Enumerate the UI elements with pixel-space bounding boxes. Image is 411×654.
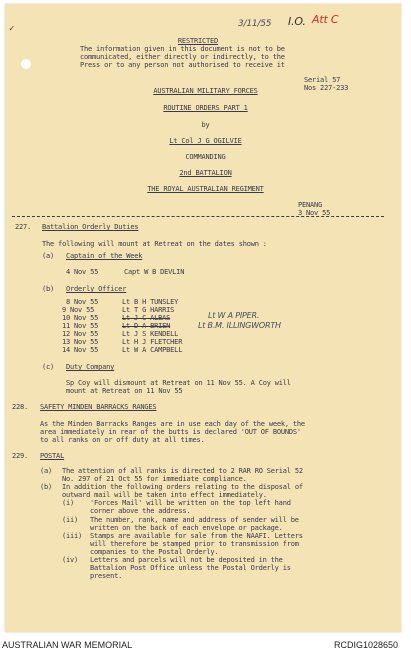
sub-ii-label: (ii)	[62, 516, 79, 524]
commander: Lt Col J G OGILVIE	[169, 137, 242, 145]
handwritten-attachment: Att C	[312, 13, 339, 26]
item-c-title: Duty Company	[66, 363, 115, 371]
item-a-label: (a)	[40, 467, 53, 475]
officer-date: 11 Nov 55	[62, 322, 99, 330]
officer-date: 12 Nov 55	[62, 330, 99, 338]
officer-name-struck: Lt J C ALBAS	[122, 314, 171, 322]
order-numbers: Nos 227-233	[304, 84, 349, 92]
orders-title: ROUTINE ORDERS PART 1	[163, 104, 248, 112]
location: PENANG	[298, 201, 323, 209]
handwritten-date: 3/11/55	[238, 19, 272, 29]
section-227-intro: The following will mount at Retreat on the dates shown :	[42, 240, 267, 248]
section-227-number: 227.	[15, 223, 32, 231]
sub-i-text: 'Forces Mail' will be written on the top left hand	[90, 499, 291, 507]
sub-iii-text: Stamps are available for sale from the NAAFI. Letters	[90, 532, 303, 540]
section-228-title: SAFETY MINDEN BARRACKS RANGES	[40, 403, 157, 411]
captain-date: 4 Nov 55	[66, 268, 99, 276]
section-228-text: to all ranks on or off duty at all times.	[40, 436, 205, 444]
sub-i-text: corner above the address.	[90, 507, 191, 515]
postal-b-text: outward mail will be taken into effect immediately.	[62, 491, 267, 499]
order-date: 3 Nov 55	[298, 209, 331, 217]
handwritten-amendment: Lt W A PIPER.	[208, 311, 260, 320]
officer-name: Lt W A CAMPBELL	[122, 346, 183, 354]
postal-a-text: The attention of all ranks is directed to 2 RAR RO Serial 52	[62, 467, 303, 475]
sub-ii-text: written on the back of each envelope or package.	[90, 524, 283, 532]
officer-date: 14 Nov 55	[62, 346, 99, 354]
sub-iii-text: companies to the Postal Orderly.	[90, 548, 219, 556]
section-228-text: area immediately in rear of the butts is declared 'OUT OF BOUNDS'	[40, 428, 301, 436]
divider	[12, 216, 384, 217]
officer-date: 13 Nov 55	[62, 338, 99, 346]
officer-date: 8 Nov 55	[66, 298, 99, 306]
section-229-number: 229.	[12, 452, 29, 460]
officer-date: 9 Nov 55	[62, 306, 95, 314]
section-228-text: As the Minden Barracks Ranges are in use each day of the week, the	[40, 420, 305, 428]
battalion: 2nd BATTALION	[179, 169, 232, 177]
sub-iii-label: (iii)	[62, 532, 83, 540]
officer-name: Lt J S KENDELL	[122, 330, 179, 338]
sub-ii-text: The number, rank, name and address of sender will be	[90, 516, 299, 524]
punch-hole	[21, 59, 31, 69]
item-b-label: (b)	[40, 483, 53, 491]
classification: RESTRICTED	[177, 37, 219, 45]
section-228-number: 228.	[12, 403, 29, 411]
by-line: by	[201, 121, 210, 129]
postal-a-text: No. 297 of 21 Oct 55 for immediate compliance.	[62, 475, 247, 483]
serial-number: Serial 57	[304, 76, 341, 84]
sub-iv-text: Battalion Post Office unless the Postal Orderly is	[90, 564, 291, 572]
officer-name: Lt H J FLETCHER	[122, 338, 183, 346]
item-a-title: Captain of the Week	[66, 252, 143, 260]
regiment: THE ROYAL AUSTRALIAN REGIMENT	[147, 185, 264, 193]
force-title: AUSTRALIAN MILITARY FORCES	[153, 87, 258, 95]
officer-date: 10 Nov 55	[62, 314, 99, 322]
handwritten-amendment: Lt B.M. ILLINGWORTH	[198, 321, 281, 330]
item-c-label: (c)	[42, 363, 55, 371]
captain-name: Capt W B DEVLIN	[124, 268, 185, 276]
postal-b-text: In addition the following orders relating to the disposal of	[62, 483, 303, 491]
duty-company-text: mount at Retreat on 11 Nov 55	[66, 387, 183, 395]
item-a-label: (a)	[42, 252, 55, 260]
caveat-line-1: The information given in this document is not to be	[80, 45, 285, 53]
item-b-label: (b)	[42, 285, 55, 293]
sub-iv-text: present.	[90, 572, 123, 580]
item-b-title: Orderly Officer	[66, 285, 127, 293]
caveat-line-2: communicated, either directly or indirectly, to the	[80, 53, 285, 61]
sub-iv-text: Letters and parcels will not be deposited in the	[90, 556, 283, 564]
footer-source: AUSTRALIAN WAR MEMORIAL	[2, 640, 133, 650]
sub-i-label: (i)	[62, 499, 75, 507]
footer-id: RCDIG1028650	[334, 640, 399, 650]
duty-company-text: Sp Coy will dismount at Retreat on 11 Nov 55. A Coy will	[66, 379, 291, 387]
sub-iv-label: (iv)	[62, 556, 79, 564]
commanding-line: COMMANDING	[185, 153, 226, 161]
tick-mark: ✓	[9, 24, 15, 34]
section-227-title: Battalion Orderly Duties	[42, 223, 139, 231]
section-229-title: POSTAL	[40, 452, 65, 460]
sub-iii-text: will therefore be stamped prior to transmission from	[90, 540, 299, 548]
officer-name: Lt B H TUNSLEY	[122, 298, 179, 306]
officer-name: Lt T G HARRIS	[122, 306, 175, 314]
officer-name-struck: Lt D A BRIEN	[122, 322, 171, 330]
handwritten-io: I.O.	[288, 15, 306, 28]
caveat-line-3: Press or to any person not authorised to receive it	[80, 61, 285, 69]
